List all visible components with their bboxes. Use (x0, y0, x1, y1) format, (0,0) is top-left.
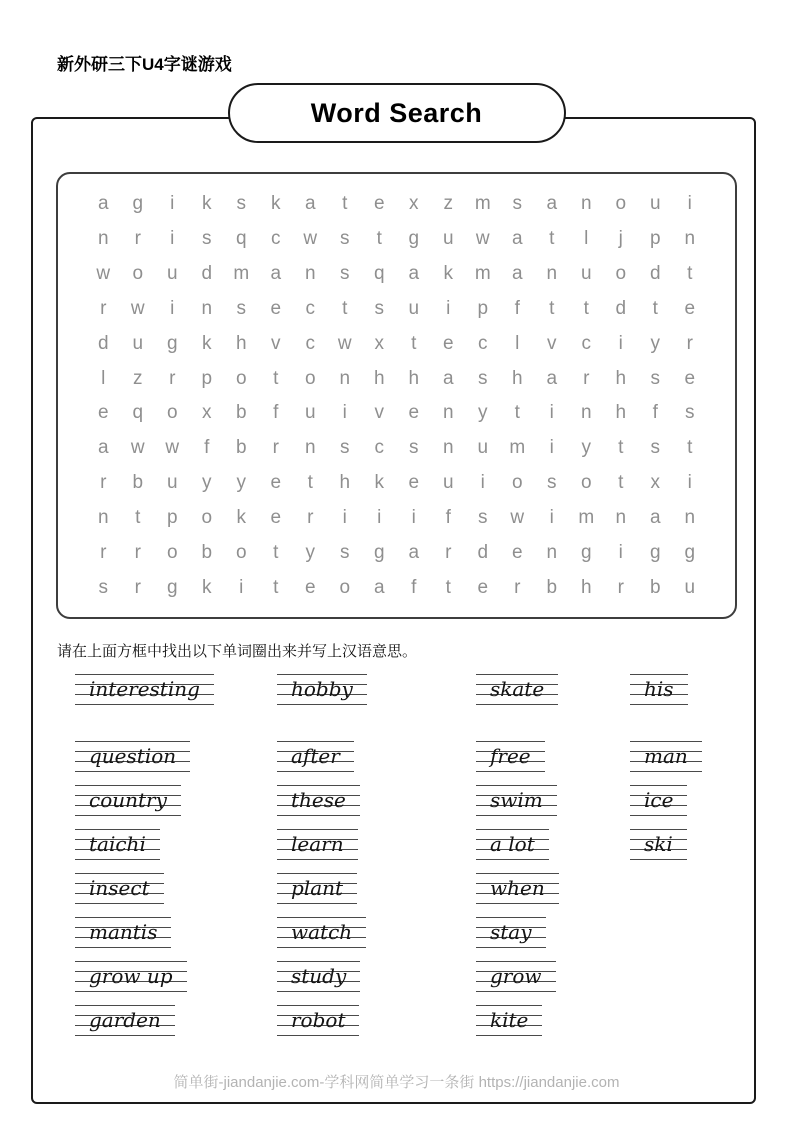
word-list-cell (630, 674, 720, 705)
grid-letter: o (235, 367, 247, 389)
grid-letter: i (549, 507, 554, 529)
grid-letter: h (373, 367, 385, 389)
grid-letter: m (233, 262, 250, 284)
grid-letter: c (271, 227, 281, 249)
grid-letter: i (170, 192, 175, 214)
grid-letter: a (97, 192, 109, 214)
grid-letter: r (169, 367, 176, 389)
grid-letter: t (618, 472, 624, 494)
word-list-cell (277, 829, 476, 860)
grid-letter: k (443, 262, 453, 284)
grid-letter: n (97, 507, 109, 529)
grid-letter: s (340, 227, 350, 249)
word-list-cell (277, 1005, 476, 1036)
grid-letter: k (202, 332, 212, 354)
grid-letter: u (408, 297, 420, 319)
grid-letter: u (442, 472, 454, 494)
grid-letter: n (97, 227, 109, 249)
grid-letter: u (442, 227, 454, 249)
grid-letter: x (409, 192, 419, 214)
grid-letter: o (580, 472, 592, 494)
word-item: watch (277, 917, 366, 948)
grid-letter: i (239, 577, 244, 599)
word-item: taichi (75, 829, 160, 860)
grid-letter: p (477, 297, 489, 319)
grid-letter: t (135, 507, 141, 529)
grid-letter: n (546, 542, 558, 564)
grid-letter: e (408, 472, 420, 494)
grid-letter: f (652, 402, 658, 424)
word-list-cell (630, 741, 720, 772)
grid-letter: s (650, 367, 660, 389)
grid-letter: y (305, 542, 315, 564)
grid-letter: w (130, 297, 145, 319)
grid-letter: e (270, 297, 282, 319)
grid-letter: r (100, 472, 107, 494)
grid-letter: o (304, 367, 316, 389)
word-item: question (75, 741, 190, 772)
word-item: study (277, 961, 360, 992)
grid-letter: i (549, 437, 554, 459)
word-list-cell (277, 741, 476, 772)
word-item: interesting (75, 674, 214, 705)
grid-letter: s (478, 367, 488, 389)
grid-letter: m (474, 262, 491, 284)
word-list-cell (476, 873, 630, 904)
grid-letter: t (514, 402, 520, 424)
grid-letter: h (511, 367, 523, 389)
grid-letter: n (580, 402, 592, 424)
letter-grid (86, 186, 707, 605)
grid-letter: n (684, 507, 696, 529)
grid-letter: g (580, 542, 592, 564)
grid-letter: k (202, 192, 212, 214)
grid-letter: t (342, 297, 348, 319)
grid-letter: i (170, 297, 175, 319)
grid-letter: n (615, 507, 627, 529)
grid-letter: e (408, 402, 420, 424)
grid-letter: o (235, 542, 247, 564)
grid-letter: b (132, 472, 144, 494)
grid-letter: r (134, 542, 141, 564)
grid-letter: t (273, 367, 279, 389)
grid-letter: r (134, 227, 141, 249)
word-item: grow up (75, 961, 187, 992)
grid-letter: i (342, 402, 347, 424)
word-list-cell (75, 785, 277, 816)
word-item: after (277, 741, 354, 772)
word-list-row (75, 1005, 720, 1036)
page-title: Word Search (310, 97, 483, 128)
grid-letter: i (618, 332, 623, 354)
word-list-cell (630, 917, 720, 948)
word-list-cell (75, 1005, 277, 1036)
grid-letter: p (201, 367, 213, 389)
grid-letter: a (511, 262, 523, 284)
grid-letter: r (583, 367, 590, 389)
grid-letter: e (684, 297, 696, 319)
grid-letter: w (475, 227, 490, 249)
grid-letter: d (97, 332, 109, 354)
word-item: robot (277, 1005, 359, 1036)
word-item: a lot (476, 829, 549, 860)
title-pill (228, 83, 566, 143)
grid-letter: s (512, 192, 522, 214)
grid-letter: o (132, 262, 144, 284)
grid-letter: o (201, 507, 213, 529)
grid-letter: o (511, 472, 523, 494)
grid-letter: s (340, 437, 350, 459)
grid-letter: a (511, 227, 523, 249)
word-item: insect (75, 873, 164, 904)
grid-letter: t (307, 472, 313, 494)
grid-letter: o (166, 402, 178, 424)
word-list-cell (277, 873, 476, 904)
word-list-cell (277, 785, 476, 816)
grid-letter: g (166, 577, 178, 599)
grid-letter: o (339, 577, 351, 599)
grid-letter: w (130, 437, 145, 459)
grid-letter: a (304, 192, 316, 214)
grid-letter: o (615, 262, 627, 284)
grid-letter: e (270, 472, 282, 494)
grid-letter: a (546, 192, 558, 214)
grid-letter: k (271, 192, 281, 214)
grid-letter: b (235, 437, 247, 459)
word-list-row (75, 917, 720, 948)
grid-letter: v (271, 332, 281, 354)
grid-letter: a (649, 507, 661, 529)
word-list-cell (476, 961, 630, 992)
grid-letter: s (409, 437, 419, 459)
grid-letter: p (649, 227, 661, 249)
word-list-cell (75, 674, 277, 705)
grid-letter: o (166, 542, 178, 564)
grid-letter: g (408, 227, 420, 249)
grid-letter: r (686, 332, 693, 354)
word-item: hobby (277, 674, 367, 705)
grid-letter: i (377, 507, 382, 529)
grid-letter: r (100, 542, 107, 564)
grid-letter: i (687, 472, 692, 494)
grid-letter: h (615, 367, 627, 389)
grid-letter: c (305, 297, 315, 319)
grid-letter: g (649, 542, 661, 564)
word-list-cell (277, 674, 476, 705)
grid-letter: n (339, 367, 351, 389)
grid-letter: l (101, 367, 106, 389)
grid-letter: w (510, 507, 525, 529)
grid-letter: y (478, 402, 488, 424)
grid-letter: b (235, 402, 247, 424)
grid-letter: e (270, 507, 282, 529)
grid-letter: i (687, 192, 692, 214)
grid-letter: t (583, 297, 589, 319)
word-list-cell (630, 873, 720, 904)
grid-letter: t (652, 297, 658, 319)
word-list-cell (75, 873, 277, 904)
word-item: man (630, 741, 702, 772)
word-list-row (75, 873, 720, 904)
word-item: when (476, 873, 559, 904)
grid-letter: i (480, 472, 485, 494)
grid-letter: f (204, 437, 210, 459)
grid-letter: k (236, 507, 246, 529)
grid-letter: i (618, 542, 623, 564)
word-list-cell (476, 741, 630, 772)
grid-letter: d (201, 262, 213, 284)
grid-letter: c (478, 332, 488, 354)
grid-letter: a (270, 262, 282, 284)
word-list-cell (476, 829, 630, 860)
grid-letter: a (408, 542, 420, 564)
doc-title: 新外研三下U4字谜游戏 (57, 55, 232, 74)
grid-letter: e (97, 402, 109, 424)
grid-letter: n (442, 437, 454, 459)
grid-letter: v (547, 332, 557, 354)
grid-letter: t (687, 262, 693, 284)
grid-letter: f (273, 402, 279, 424)
grid-letter: q (132, 402, 144, 424)
grid-letter: g (166, 332, 178, 354)
grid-letter: i (170, 227, 175, 249)
grid-letter: t (342, 192, 348, 214)
word-item: skate (476, 674, 558, 705)
grid-letter: b (546, 577, 558, 599)
grid-letter: s (236, 192, 246, 214)
grid-letter: x (650, 472, 660, 494)
grid-letter: v (374, 402, 384, 424)
word-list-cell (75, 917, 277, 948)
grid-letter: g (132, 192, 144, 214)
grid-letter: h (235, 332, 247, 354)
grid-letter: t (549, 297, 555, 319)
grid-letter: f (514, 297, 520, 319)
grid-letter: t (273, 542, 279, 564)
instruction-text: 请在上面方框中找出以下单词圈出来并写上汉语意思。 (57, 643, 418, 660)
grid-letter: x (202, 402, 212, 424)
grid-letter: c (374, 437, 384, 459)
word-list-row (75, 741, 720, 772)
wordsearch-box (56, 172, 737, 619)
grid-letter: n (201, 297, 213, 319)
grid-letter: w (303, 227, 318, 249)
grid-letter: s (98, 577, 108, 599)
word-item: ski (630, 829, 687, 860)
word-list (75, 674, 720, 1049)
word-item: country (75, 785, 181, 816)
grid-letter: g (373, 542, 385, 564)
grid-letter: n (304, 262, 316, 284)
word-list-cell (75, 741, 277, 772)
grid-letter: e (684, 367, 696, 389)
word-list-cell (476, 674, 630, 705)
grid-letter: s (340, 262, 350, 284)
word-item: these (277, 785, 360, 816)
grid-letter: l (515, 332, 520, 354)
grid-letter: m (509, 437, 526, 459)
grid-letter: u (580, 262, 592, 284)
grid-letter: s (547, 472, 557, 494)
grid-letter: b (649, 577, 661, 599)
grid-letter: n (684, 227, 696, 249)
grid-letter: y (650, 332, 660, 354)
word-item: swim (476, 785, 557, 816)
grid-letter: i (342, 507, 347, 529)
grid-letter: k (374, 472, 384, 494)
grid-letter: w (337, 332, 352, 354)
grid-letter: e (477, 577, 489, 599)
word-item: kite (476, 1005, 542, 1036)
grid-letter: n (442, 402, 454, 424)
grid-letter: y (236, 472, 246, 494)
word-list-cell (75, 829, 277, 860)
grid-letter: a (546, 367, 558, 389)
word-list-row (75, 829, 720, 860)
grid-letter: y (581, 437, 591, 459)
grid-letter: n (304, 437, 316, 459)
grid-letter: o (615, 192, 627, 214)
grid-letter: p (166, 507, 178, 529)
grid-letter: t (549, 227, 555, 249)
grid-letter: u (304, 402, 316, 424)
word-list-cell (476, 917, 630, 948)
grid-letter: j (618, 227, 623, 249)
word-item: mantis (75, 917, 171, 948)
grid-letter: t (411, 332, 417, 354)
grid-letter: c (581, 332, 591, 354)
grid-letter: k (202, 577, 212, 599)
grid-letter: a (442, 367, 454, 389)
grid-letter: u (477, 437, 489, 459)
grid-letter: q (373, 262, 385, 284)
grid-letter: m (474, 192, 491, 214)
grid-letter: u (166, 262, 178, 284)
grid-letter: h (339, 472, 351, 494)
grid-letter: d (615, 297, 627, 319)
word-list-row (75, 674, 720, 705)
grid-letter: e (373, 192, 385, 214)
grid-letter: r (134, 577, 141, 599)
grid-letter: n (580, 192, 592, 214)
grid-letter: r (100, 297, 107, 319)
grid-letter: h (580, 577, 592, 599)
grid-letter: f (411, 577, 417, 599)
grid-letter: h (408, 367, 420, 389)
grid-letter: a (408, 262, 420, 284)
grid-letter: t (273, 577, 279, 599)
grid-letter: a (97, 437, 109, 459)
word-item: stay (476, 917, 546, 948)
grid-letter: n (546, 262, 558, 284)
word-item: plant (277, 873, 357, 904)
word-list-cell (630, 961, 720, 992)
grid-letter: u (649, 192, 661, 214)
grid-letter: d (649, 262, 661, 284)
word-item: ice (630, 785, 687, 816)
grid-letter: c (305, 332, 315, 354)
grid-letter: s (685, 402, 695, 424)
word-item: garden (75, 1005, 175, 1036)
word-list-cell (75, 961, 277, 992)
word-list-cell (277, 917, 476, 948)
grid-letter: u (132, 332, 144, 354)
grid-letter: e (442, 332, 454, 354)
word-list-cell (630, 785, 720, 816)
grid-letter: u (684, 577, 696, 599)
word-list-cell (630, 1005, 720, 1036)
grid-letter: b (201, 542, 213, 564)
grid-letter: z (443, 192, 453, 214)
grid-letter: r (307, 507, 314, 529)
word-item: learn (277, 829, 358, 860)
word-list-cell (630, 829, 720, 860)
grid-letter: i (549, 402, 554, 424)
grid-letter: t (618, 437, 624, 459)
grid-letter: s (478, 507, 488, 529)
grid-letter: l (584, 227, 589, 249)
grid-letter: a (373, 577, 385, 599)
word-item: his (630, 674, 688, 705)
grid-letter: s (236, 297, 246, 319)
grid-letter: f (445, 507, 451, 529)
grid-letter: s (340, 542, 350, 564)
grid-letter: t (687, 437, 693, 459)
grid-letter: s (202, 227, 212, 249)
grid-letter: y (202, 472, 212, 494)
word-list-cell (476, 785, 630, 816)
grid-letter: r (445, 542, 452, 564)
grid-letter: d (477, 542, 489, 564)
grid-letter: r (514, 577, 521, 599)
grid-letter: t (445, 577, 451, 599)
grid-letter: e (511, 542, 523, 564)
grid-letter: r (272, 437, 279, 459)
grid-letter: x (374, 332, 384, 354)
word-item: free (476, 741, 545, 772)
grid-letter: i (446, 297, 451, 319)
grid-letter: g (684, 542, 696, 564)
word-item: grow (476, 961, 556, 992)
grid-letter: e (304, 577, 316, 599)
grid-letter: w (96, 262, 111, 284)
word-list-cell (277, 961, 476, 992)
grid-letter: t (376, 227, 382, 249)
word-list-row (75, 785, 720, 816)
grid-letter: s (374, 297, 384, 319)
grid-letter: u (166, 472, 178, 494)
grid-letter: z (133, 367, 143, 389)
grid-letter: w (165, 437, 180, 459)
grid-letter: r (617, 577, 624, 599)
word-list-cell (476, 1005, 630, 1036)
word-list-row (75, 961, 720, 992)
grid-letter: i (411, 507, 416, 529)
grid-letter: m (578, 507, 595, 529)
grid-letter: q (235, 227, 247, 249)
grid-letter: s (650, 437, 660, 459)
grid-letter: h (615, 402, 627, 424)
footer-text: 简单街-jiandanjie.com-学科网简单学习一条街 https://jiandanjie.com (173, 1074, 620, 1091)
